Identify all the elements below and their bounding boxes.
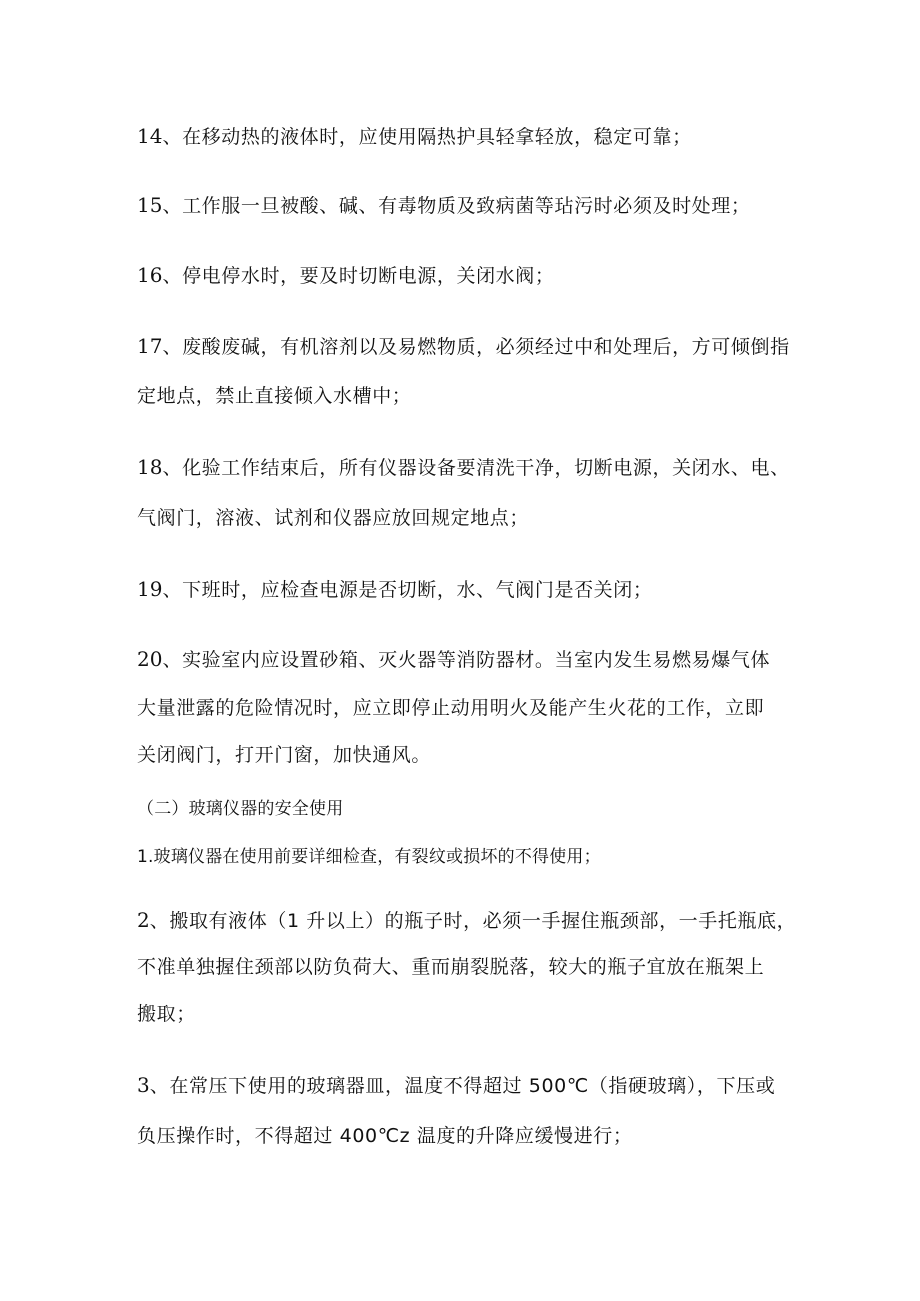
- rule-text: 化验工作结束后，所有仪器设备要清洗干净，切断电源，关闭水、电、: [182, 457, 790, 479]
- rule-20: [137, 647, 770, 672]
- rule-16: [137, 263, 554, 288]
- rule-text: 玻璃仪器在使用前要详细检查，有裂纹或损坏的不得使用；: [153, 847, 601, 867]
- rule-18: [137, 455, 790, 480]
- rule-separator: 、: [149, 910, 170, 932]
- rule-separator: 、: [162, 579, 183, 601]
- rule-20-continuation: 关闭阀门，打开门窗，加快通风。: [137, 744, 432, 766]
- section-heading: （二）玻璃仪器的安全使用: [137, 799, 344, 819]
- rule-text: 在移动热的液体时，应使用隔热护具轻拿轻放，稳定可靠；: [182, 126, 692, 148]
- rule-17: [137, 334, 790, 359]
- glass-rule-3-continuation: 负压操作时，不得超过 400℃z 温度的升降应缓慢进行；: [137, 1125, 633, 1147]
- rule-text: 下班时，应检查电源是否切断，水、气阀门是否关闭；: [182, 579, 653, 601]
- rule-20-continuation: 大量泄露的危险情况时，应立即停止动用明火及能产生火花的工作，立即: [137, 697, 765, 719]
- rule-text: 工作服一旦被酸、碱、有毒物质及致病菌等玷污时必须及时处理；: [182, 195, 751, 217]
- rule-number: 17: [137, 334, 163, 358]
- rule-number: 1.: [137, 847, 154, 867]
- glass-rule-3: [137, 1073, 775, 1098]
- rule-number: 19: [137, 577, 163, 601]
- rule-number: 3: [137, 1073, 150, 1097]
- rule-separator: 、: [149, 1075, 170, 1097]
- rule-number: 18: [137, 455, 163, 479]
- glass-rule-2-continuation: 不准单独握住颈部以防负荷大、重而崩裂脱落，较大的瓶子宜放在瓶架上: [137, 956, 765, 978]
- rule-text: 在常压下使用的玻璃器皿，温度不得超过 500℃（指硬玻璃），下压或: [169, 1075, 776, 1097]
- rule-number: 15: [137, 193, 163, 217]
- rule-separator: 、: [162, 457, 183, 479]
- glass-rule-2-continuation: 搬取；: [137, 1003, 196, 1025]
- rule-text: 废酸废碱，有机溶剂以及易燃物质，必须经过中和处理后，方可倾倒指: [182, 336, 790, 358]
- rule-separator: 、: [162, 649, 183, 671]
- glass-rule-2: [137, 908, 796, 933]
- rule-text: 停电停水时，要及时切断电源，关闭水阀；: [182, 265, 555, 287]
- rule-17-continuation: 定地点，禁止直接倾入水槽中；: [137, 385, 412, 407]
- glass-rule-1: [137, 845, 601, 869]
- rule-19: [137, 577, 652, 602]
- rule-separator: 、: [162, 126, 183, 148]
- rule-14: [137, 124, 692, 149]
- rule-separator: 、: [162, 265, 183, 287]
- rule-number: 16: [137, 263, 163, 287]
- rule-number: 2: [137, 908, 150, 932]
- rule-separator: 、: [162, 336, 183, 358]
- rule-separator: 、: [162, 195, 183, 217]
- rule-number: 20: [137, 647, 163, 671]
- rule-number: 14: [137, 124, 163, 148]
- rule-text: 实验室内应设置砂箱、灭火器等消防器材。当室内发生易燃易爆气体: [182, 649, 771, 671]
- rule-text: 搬取有液体（1 升以上）的瓶子时，必须一手握住瓶颈部，一手托瓶底，: [169, 910, 797, 932]
- rule-15: [137, 193, 750, 218]
- rule-18-continuation: 气阀门，溶液、试剂和仪器应放回规定地点；: [137, 507, 530, 529]
